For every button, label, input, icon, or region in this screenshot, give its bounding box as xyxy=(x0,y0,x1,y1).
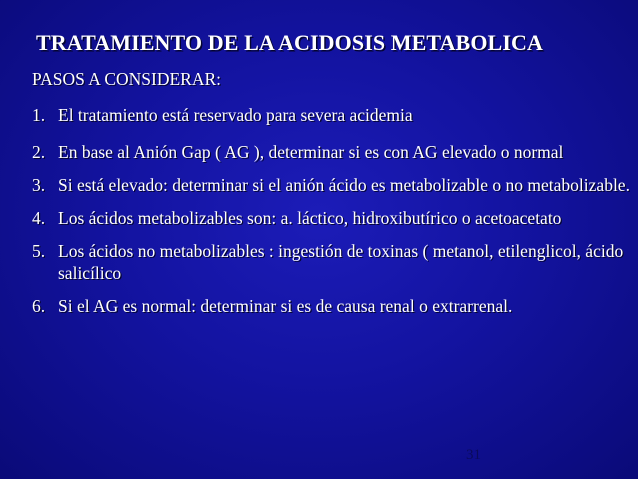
step-number: 2. xyxy=(32,142,46,162)
step-text: Si está elevado: determinar si el anión ácido es metabolizable o no metabolizable. xyxy=(58,175,630,195)
step-text: El tratamiento está reservado para severa acidemia xyxy=(58,105,413,125)
step-number: 5. xyxy=(32,241,46,261)
step-text: En base al Anión Gap ( AG ), determinar si es con AG elevado o normal xyxy=(58,142,564,162)
step-number: 3. xyxy=(32,175,46,195)
page-number: 31 xyxy=(466,447,481,463)
step-number: 6. xyxy=(32,296,46,316)
step-number: 1. xyxy=(32,105,46,125)
step-text: Los ácidos no metabolizables : ingestión de toxinas ( metanol, etilenglicol, ácido salicílico xyxy=(58,241,624,283)
step-number: 4. xyxy=(32,208,46,228)
step-item-5 xyxy=(32,240,632,284)
step-item-3 xyxy=(32,174,632,196)
slide-title: TRATAMIENTO DE LA ACIDOSIS METABOLICA xyxy=(36,30,543,55)
step-item-2 xyxy=(32,141,632,163)
step-text: Si el AG es normal: determinar si es de causa renal o extrarrenal. xyxy=(58,296,513,316)
step-item-6 xyxy=(32,295,632,317)
step-item-1 xyxy=(32,104,632,126)
step-text: Los ácidos metabolizables son: a. láctico, hidroxibutírico o acetoacetato xyxy=(58,208,562,228)
step-item-4 xyxy=(32,207,632,229)
steps-list xyxy=(32,104,632,317)
slide-subtitle: PASOS A CONSIDERAR: xyxy=(32,69,222,89)
